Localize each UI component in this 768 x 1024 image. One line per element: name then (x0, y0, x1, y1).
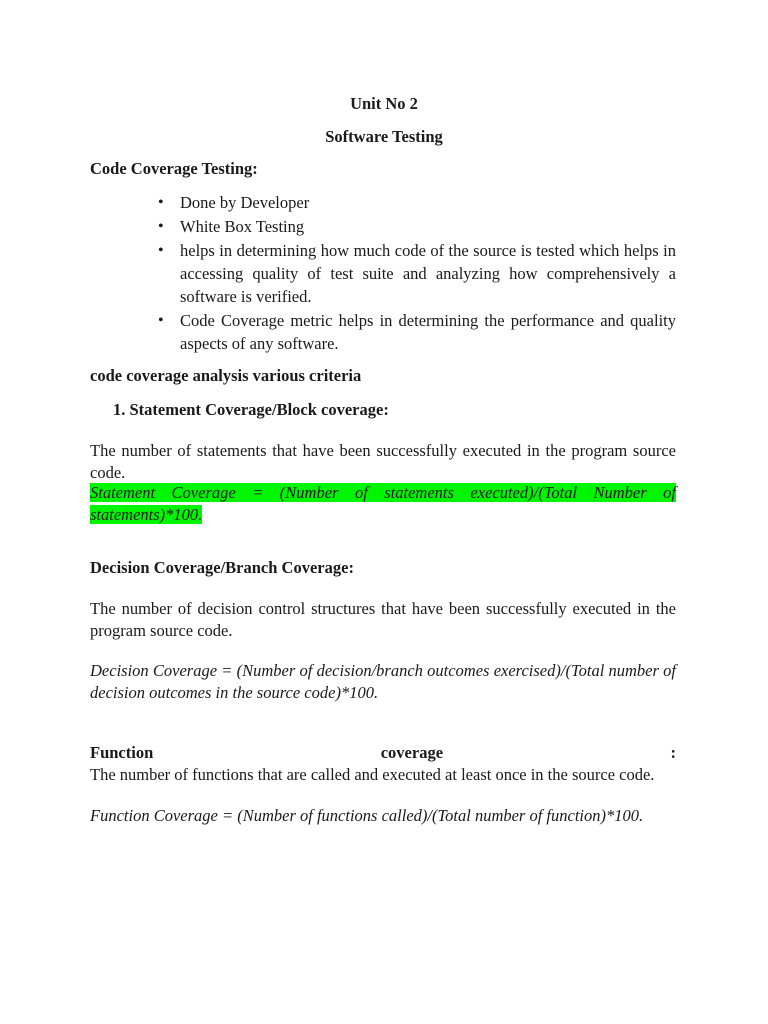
decision-formula: Decision Coverage = (Number of decision/branch outcomes exercised)/(Total number of decision outcomes in the source code)*100. (90, 661, 676, 702)
bullet-item: • Code Coverage metric helps in determining the performance and quality aspects of any software. (180, 309, 676, 355)
bullet-item: • White Box Testing (180, 215, 676, 238)
function-description: The number of functions that are called and executed at least once in the source code. (90, 765, 655, 784)
statement-formula (90, 482, 676, 525)
decision-heading: Decision Coverage/Branch Coverage: (90, 558, 354, 577)
statement-description: The number of statements that have been successfully executed in the program source code. (90, 441, 676, 482)
statement-heading: 1. Statement Coverage/Block coverage: (113, 400, 389, 419)
unit-title: Unit No 2 (350, 94, 418, 113)
section-heading: Code Coverage Testing: (90, 159, 258, 178)
function-heading-word1: Function (90, 743, 154, 762)
bullet-item: • helps in determining how much code of the source is tested which helps in accessing quality of test suite and analyzing how comprehensively a software is verified. (180, 239, 676, 308)
statement-formula-highlight: Statement Coverage = (Number of statements executed)/(Total Number of statements)*100. (90, 483, 676, 524)
function-formula: Function Coverage = (Number of functions called)/(Total number of function)*100. (90, 806, 644, 825)
criteria-heading: code coverage analysis various criteria (90, 366, 362, 385)
decision-description: The number of decision control structures that have been successfully executed in the program source code. (90, 599, 676, 640)
bullet-item: • Done by Developer (180, 191, 676, 214)
bullet-list (180, 191, 676, 355)
function-heading-colon: : (670, 743, 676, 762)
function-heading (90, 742, 676, 764)
function-heading-word2: coverage (380, 743, 444, 762)
subject-title: Software Testing (325, 127, 443, 146)
